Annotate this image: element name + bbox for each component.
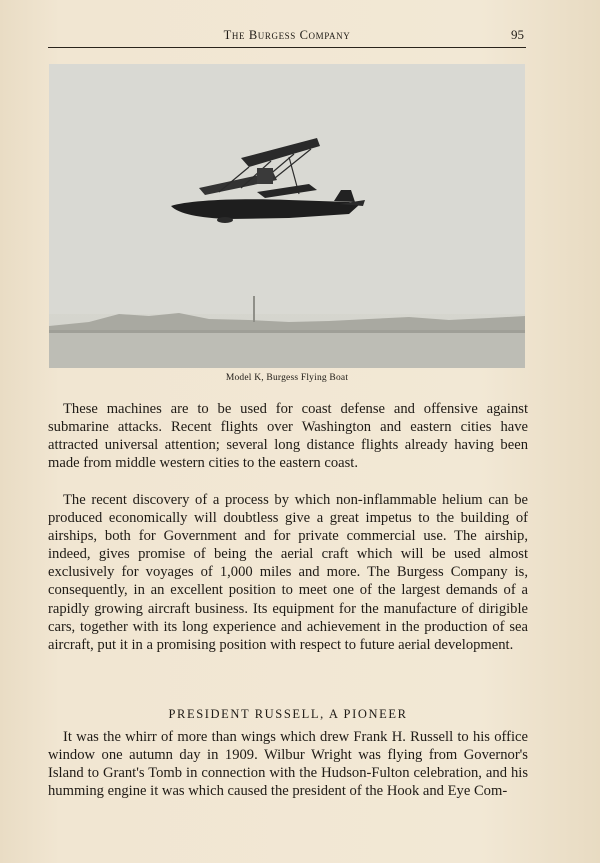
flying-boat-photo — [49, 64, 525, 368]
flying-boat-illustration — [49, 64, 525, 368]
paragraph-text: It was the whirr of more than wings which drew Frank H. Russell to his office window one autumn day in 1909. Wilbur Wright was flying from Governor's Island to Grant's Tomb in connection with the Hudson-Fulton celebration, and his humming engine it was which caused the president of the Hook and Eye Com- — [48, 729, 528, 800]
paragraph-helium — [48, 491, 528, 654]
running-title: The Burgess Company — [223, 28, 351, 42]
paragraph-text: These machines are to be used for coast defense and offensive against submarine attacks. Recent flights over Washington and eastern cities have attracted universal attention; several long distance flights already having been made from middle western cities to the eastern coast. — [48, 401, 528, 472]
paragraph-russell — [48, 728, 528, 800]
paragraph-text: The recent discovery of a process by which non-inflammable helium can be produced economically will doubtless give a great impetus to the building of airships, both for Government and for private commercial use. The airship, indeed, gives promise of being the aerial craft which will be used almost exclusively for voyages of 1,000 miles and more. The Burgess Company is, consequently, in an excellent position to meet one of the largest demands of a rapidly growing aircraft business. Its equipment for the manufacture of dirigible cars, together with its long experience and achievement in the production of sea aircraft, put it in a promising position with respect to future aerial development. — [48, 492, 528, 653]
header-rule — [48, 47, 526, 48]
page-number: 95 — [511, 27, 524, 42]
figure-caption: Model K, Burgess Flying Boat — [225, 373, 349, 383]
paragraph-coast-defense — [48, 400, 528, 472]
running-head — [48, 28, 526, 46]
section-heading: PRESIDENT RUSSELL, A PIONEER — [168, 707, 408, 721]
